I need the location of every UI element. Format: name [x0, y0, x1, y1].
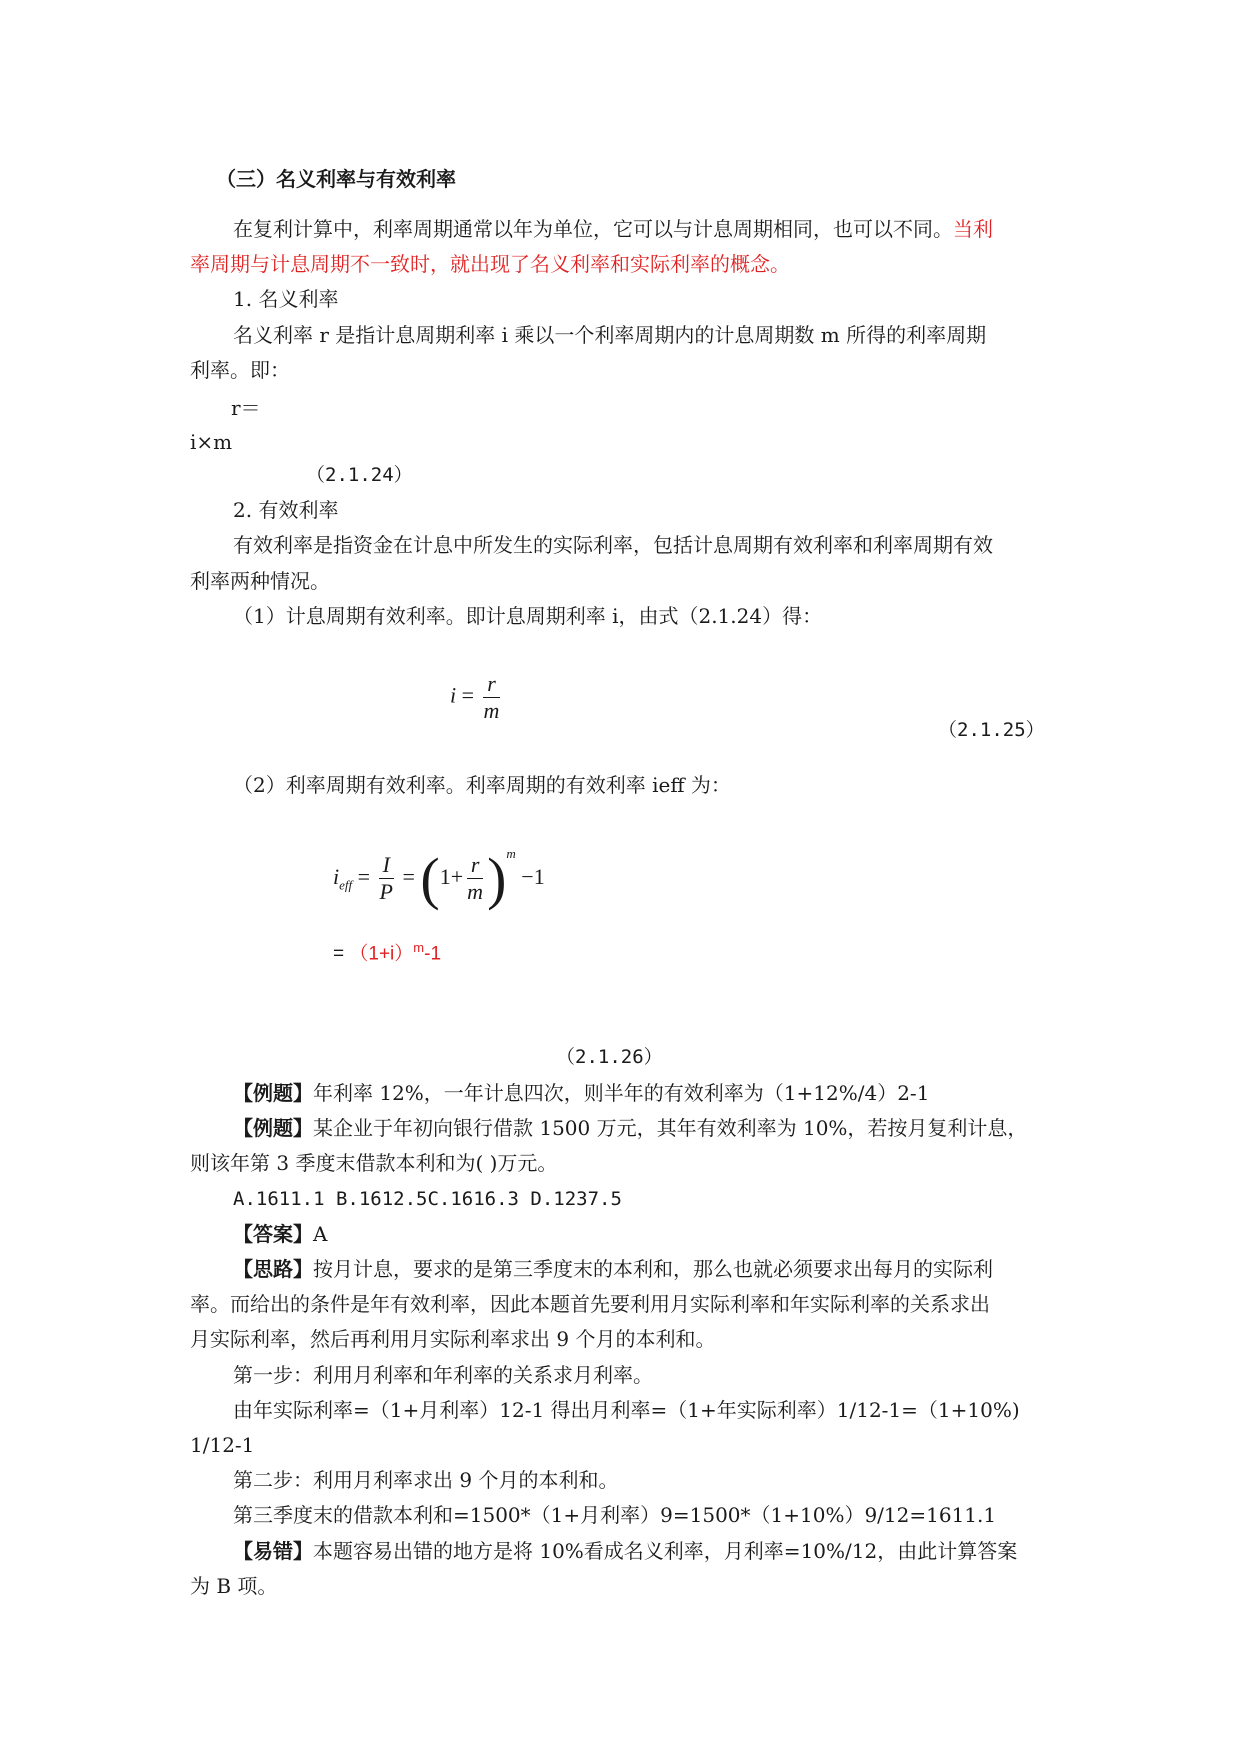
example-2-text-1: 某企业于年初向银行借款 1500 万元，其年有效利率为 10%，若按月复利计息，: [313, 1116, 1028, 1140]
intro-text-black: 在复利计算中，利率周期通常以年为单位，它可以与计息周期相同，也可以不同。: [233, 217, 953, 241]
equation-number-2-1-25: （2.1.25）: [938, 719, 1045, 741]
idea-text-1: 按月计息，要求的是第三季度末的本利和，那么也就必须要求出每月的实际利: [313, 1257, 993, 1281]
idea-line-2: 率。而给出的条件是年有效利率，因此本题首先要利用月实际利率和年实际利率的关系求出: [190, 1292, 990, 1316]
intro-line-1: [233, 216, 993, 242]
formula-26-denominator-m: m: [467, 879, 484, 905]
formula-25-numerator: r: [483, 672, 500, 698]
formula-26-denominator-p: P: [379, 879, 393, 905]
formula-26-fraction-ip: [376, 853, 397, 904]
answer-tag: 【答案】: [233, 1222, 313, 1246]
subsection-2-body-1: 有效利率是指资金在计息中所发生的实际利率，包括计息周期有效利率和利率周期有效: [233, 533, 993, 557]
formula-26-fraction-rm: [463, 853, 487, 904]
formula-2-1-26-red-line: [333, 935, 441, 967]
step-2: 第二步：利用月利率求出 9 个月的本利和。: [233, 1468, 619, 1492]
example-1: [233, 1080, 929, 1106]
formula-25-equals: =: [461, 682, 475, 708]
formula-2-1-24-a: r＝: [231, 396, 261, 420]
subsection-2-title: 2. 有效利率: [233, 498, 339, 522]
subsection-2-body-2: 利率两种情况。: [190, 569, 330, 593]
formula-2-1-26: [333, 845, 545, 911]
example-2-options: A.1611.1 B.1612.5C.1616.3 D.1237.5: [233, 1188, 622, 1210]
intro-line-2-red: 率周期与计息周期不一致时，就出现了名义利率和实际利率的概念。: [190, 252, 790, 276]
formula-26-red-minus-one: -1: [424, 943, 442, 965]
error-line-1: [233, 1538, 1017, 1564]
idea-line-1: [233, 1256, 993, 1282]
formula-26-numerator-i: I: [379, 853, 394, 879]
subsection-1-body-2: 利率。即：: [190, 358, 290, 382]
intro-text-red-start: 当利: [953, 217, 993, 241]
step-1-calc-1: 由年实际利率=（1+月利率）12-1 得出月利率=（1+年实际利率）1/12-1=（1+10%): [233, 1398, 1020, 1422]
step-1: 第一步：利用月利率和年利率的关系求月利率。: [233, 1363, 653, 1387]
formula-25-denominator: m: [483, 698, 500, 723]
idea-line-3: 月实际利率，然后再利用月实际利率求出 9 个月的本利和。: [190, 1327, 716, 1351]
error-line-2: 为 B 项。: [190, 1574, 278, 1598]
formula-26-close-paren: ): [487, 845, 507, 911]
formula-2-1-25: [450, 672, 503, 723]
error-tag: 【易错】: [233, 1539, 313, 1563]
item-2-rate-period-effective-rate: （2）利率周期有效利率。利率周期的有效利率 ieff 为：: [233, 773, 731, 797]
formula-26-i: i: [333, 864, 340, 889]
example-1-tag: 【例题】: [233, 1081, 313, 1105]
formula-26-equals-1: =: [357, 864, 371, 889]
answer-line: [233, 1221, 327, 1247]
subsection-1-title: 1. 名义利率: [233, 287, 339, 311]
formula-26-red-equals: =: [333, 943, 345, 965]
example-2-line-1: [233, 1115, 1027, 1141]
formula-26-red-exponent: m: [413, 940, 425, 955]
answer-value: A: [313, 1222, 328, 1246]
example-2-line-2: 则该年第 3 季度末借款本利和为( )万元。: [190, 1151, 558, 1175]
error-text-1: 本题容易出错的地方是将 10%看成名义利率，月利率=10%/12，由此计算答案: [313, 1539, 1018, 1563]
formula-26-numerator-r: r: [467, 853, 484, 879]
equation-number-2-1-26: （2.1.26）: [556, 1046, 663, 1068]
step-2-calc: 第三季度末的借款本利和=1500*（1+月利率）9=1500*（1+10%）9/12=1611.1: [233, 1503, 997, 1527]
formula-2-1-24-b: i×m: [190, 430, 233, 454]
equation-number-2-1-24: （2.1.24）: [306, 464, 413, 486]
formula-26-open-paren: (: [420, 845, 440, 911]
subsection-1-body-1: 名义利率 r 是指计息周期利率 i 乘以一个利率周期内的计息周期数 m 所得的利率周期: [233, 323, 987, 347]
example-1-text: 年利率 12%，一年计息四次，则半年的有效利率为（1+12%/4）2-1: [313, 1081, 930, 1105]
formula-26-equals-2: =: [402, 864, 415, 889]
formula-26-minus-one: −1: [521, 864, 545, 889]
idea-tag: 【思路】: [233, 1257, 313, 1281]
section-heading: （三）名义利率与有效利率: [216, 167, 456, 191]
formula-26-plus: +: [450, 864, 464, 889]
step-1-calc-2: 1/12-1: [190, 1433, 255, 1457]
example-2-tag: 【例题】: [233, 1116, 313, 1140]
formula-26-red-base: （1+i）: [349, 943, 414, 965]
formula-26-exponent-m: m: [506, 846, 516, 861]
formula-25-fraction: [480, 672, 504, 723]
formula-26-one: 1: [439, 864, 451, 889]
formula-25-lhs: i: [450, 682, 457, 708]
item-1-period-effective-rate: （1）计息周期有效利率。即计息周期利率 i，由式（2.1.24）得：: [233, 604, 823, 628]
formula-26-subscript-eff: eff: [339, 877, 353, 893]
